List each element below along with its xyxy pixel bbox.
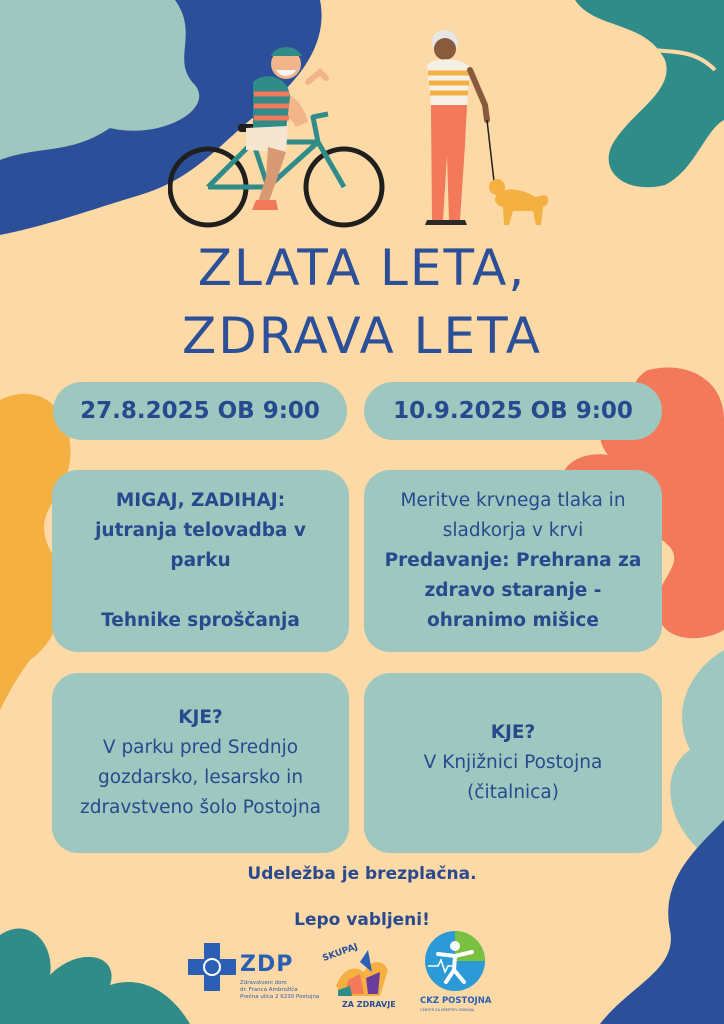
zdp-logo-line: dr. Franca Ambrožiča bbox=[240, 987, 298, 993]
event-1-date: 27.8.2025 OB 9:00 bbox=[53, 382, 347, 440]
event-1-program-card bbox=[52, 470, 349, 652]
event-1-program-line: parku bbox=[170, 550, 231, 571]
ckz-logo-figure-icon bbox=[424, 930, 486, 992]
free-participation-note: Udeležba je brezplačna. bbox=[247, 864, 477, 884]
event-2-program-line: Meritve krvnega tlaka in bbox=[400, 490, 626, 511]
event-2-program-card bbox=[364, 470, 662, 652]
teal-leaf-top-right bbox=[555, 0, 724, 200]
zdp-logo-details bbox=[240, 980, 319, 1001]
zdp-logo-line: Prečna ulica 2 6230 Postojna bbox=[240, 994, 320, 1000]
event-2-program-line: ohranimo mišice bbox=[427, 610, 599, 631]
skupaj-logo-top: SKUPAJ bbox=[321, 942, 360, 964]
event-1-program-line: Tehnike sproščanja bbox=[101, 610, 300, 631]
welcome-note: Lepo vabljeni! bbox=[294, 910, 430, 930]
title-line-2: ZDRAVA LETA bbox=[182, 307, 542, 365]
event-2-program-line: sladkorja v krvi bbox=[442, 520, 584, 541]
ckz-logo-name: CKZ POSTOJNA bbox=[420, 996, 492, 1006]
event-2-program-line: Predavanje: Prehrana za bbox=[384, 550, 642, 571]
title-line-1: ZLATA LETA, bbox=[197, 239, 527, 297]
zdp-cross-icon bbox=[188, 943, 236, 991]
zdp-logo-abbr: ZDP bbox=[240, 952, 294, 977]
zdp-logo-line: Zdravstveni dom bbox=[240, 980, 287, 986]
event-2-program-line: zdravo staranje - bbox=[424, 580, 602, 601]
senior-dog-walker-illustration bbox=[415, 25, 560, 235]
event-2-location-card bbox=[364, 673, 662, 853]
event-1-location-heading: KJE? bbox=[178, 707, 223, 728]
event-2-location-line: (čitalnica) bbox=[467, 782, 559, 803]
event-1-program-line: jutranja telovadba v bbox=[95, 520, 306, 541]
event-2-date: 10.9.2025 OB 9:00 bbox=[364, 382, 662, 440]
event-1-location-line: V parku pred Srednjo bbox=[102, 737, 299, 758]
event-2-location-line: V Knjižnici Postojna bbox=[423, 752, 603, 773]
senior-cyclist-illustration bbox=[168, 42, 388, 232]
event-1-location-line: gozdarsko, lesarsko in bbox=[97, 767, 304, 788]
event-2-location-heading: KJE? bbox=[490, 722, 536, 743]
skupaj-logo-bottom: ZA ZDRAVJE bbox=[342, 1000, 396, 1009]
ckz-logo-sub: CENTER ZA KREPITEV ZDRAVJA bbox=[420, 1008, 475, 1012]
event-1-location-line: zdravstveno šolo Postojna bbox=[79, 797, 321, 818]
event-1-location-card bbox=[52, 673, 349, 853]
event-1-program-line: MIGAJ, ZADIHAJ: bbox=[115, 490, 286, 511]
